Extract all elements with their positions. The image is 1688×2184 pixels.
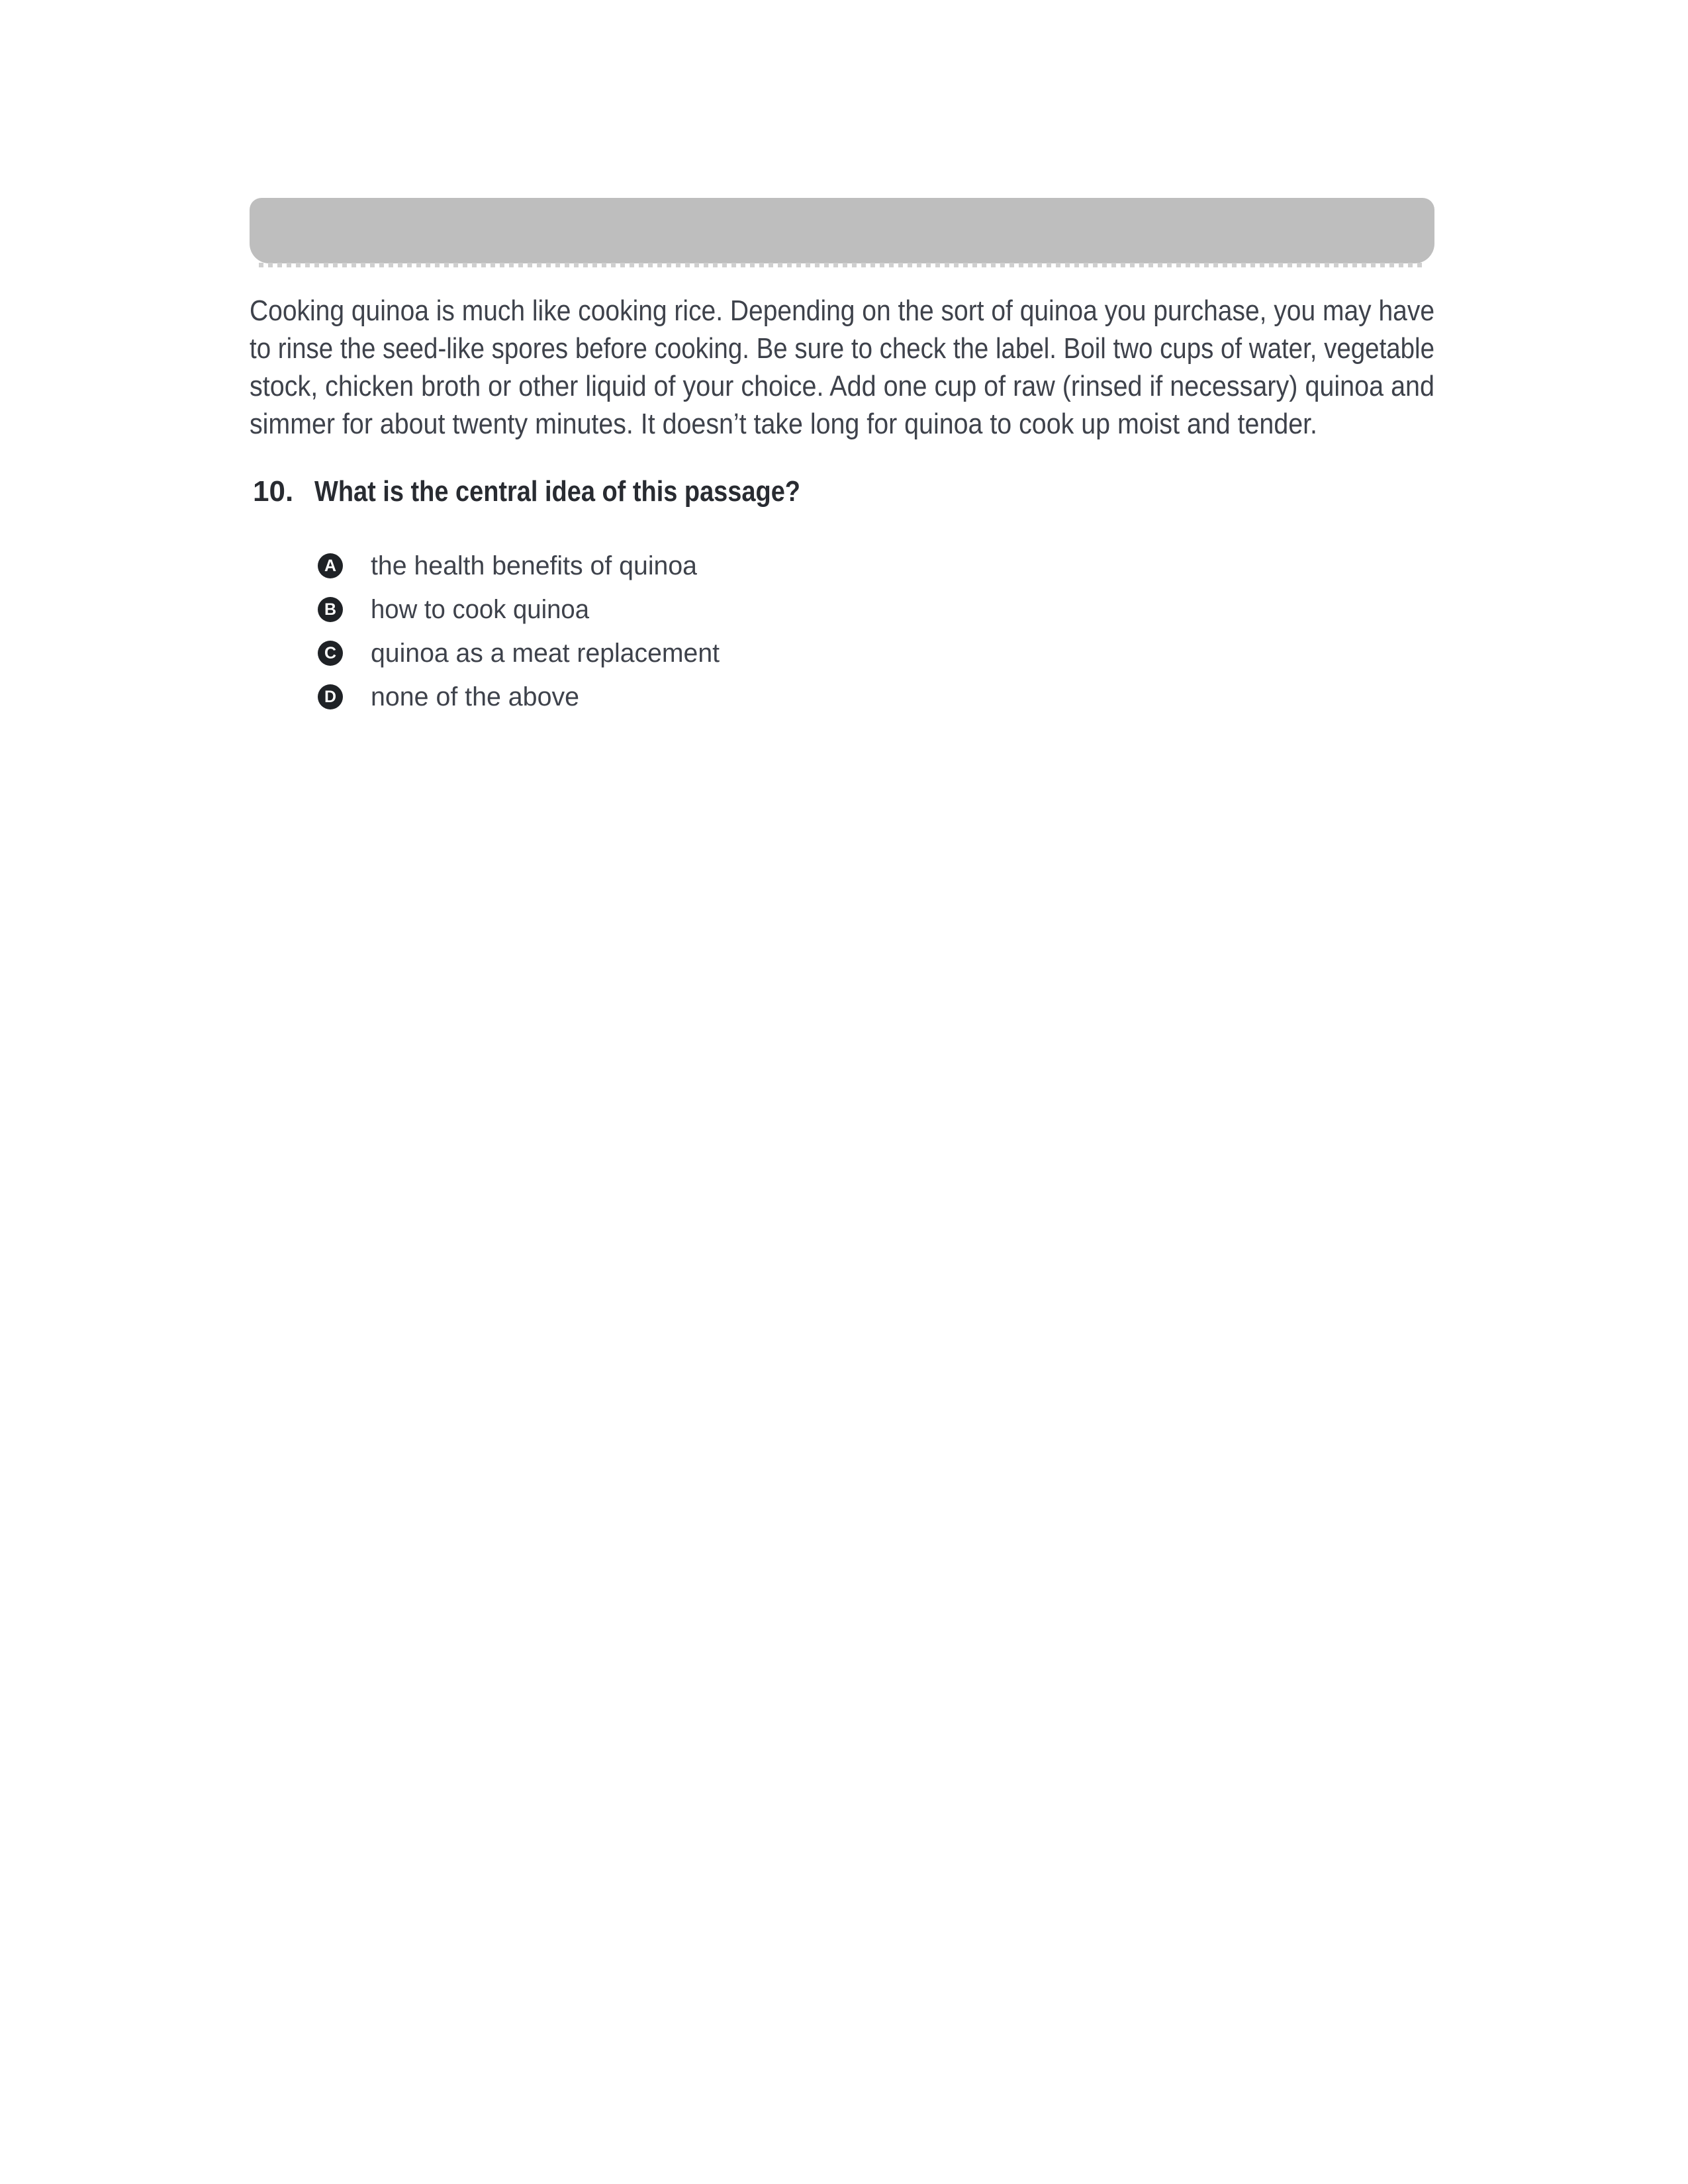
option-d-label xyxy=(371,684,583,710)
redacted-header-bar xyxy=(250,198,1434,263)
passage-line-text: stock, chicken broth or other liquid of your choice. Add one cup of raw (rinsed if necessary) quinoa and xyxy=(250,370,1434,402)
passage-line xyxy=(250,405,1434,443)
option-d[interactable] xyxy=(318,675,727,719)
option-a-bubble[interactable]: A xyxy=(318,553,343,578)
passage-line-text: Cooking quinoa is much like cooking rice. Depending on the sort of quinoa you purchase, you may have xyxy=(250,295,1434,327)
answer-options xyxy=(318,544,727,719)
option-b-bubble[interactable]: B xyxy=(318,597,343,622)
option-c-label-text: quinoa as a meat replacement xyxy=(371,639,720,668)
passage-text xyxy=(250,292,1434,443)
option-c[interactable] xyxy=(318,631,727,675)
option-a-label xyxy=(371,553,704,579)
passage-line-text: simmer for about twenty minutes. It doesn’t take long for quinoa to cook up moist and tender. xyxy=(250,408,1317,440)
option-b[interactable] xyxy=(318,588,727,631)
option-a-label-text: the health benefits of quinoa xyxy=(371,551,697,580)
option-b-label-text: how to cook quinoa xyxy=(371,595,589,624)
option-c-label xyxy=(371,640,727,666)
question-text: What is the central idea of this passage? xyxy=(314,475,800,508)
option-b-label xyxy=(371,596,599,623)
option-a[interactable] xyxy=(318,544,727,588)
passage-line xyxy=(250,367,1434,405)
question-10 xyxy=(253,473,878,510)
option-d-bubble[interactable]: D xyxy=(318,684,343,709)
option-c-bubble[interactable]: C xyxy=(318,641,343,666)
passage-line xyxy=(250,330,1434,367)
passage-line xyxy=(250,292,1434,330)
question-number: 10. xyxy=(253,475,294,508)
passage-line-text: to rinse the seed-like spores before cooking. Be sure to check the label. Boil two cups of water, vegetable xyxy=(250,332,1434,365)
option-d-label-text: none of the above xyxy=(371,682,579,711)
